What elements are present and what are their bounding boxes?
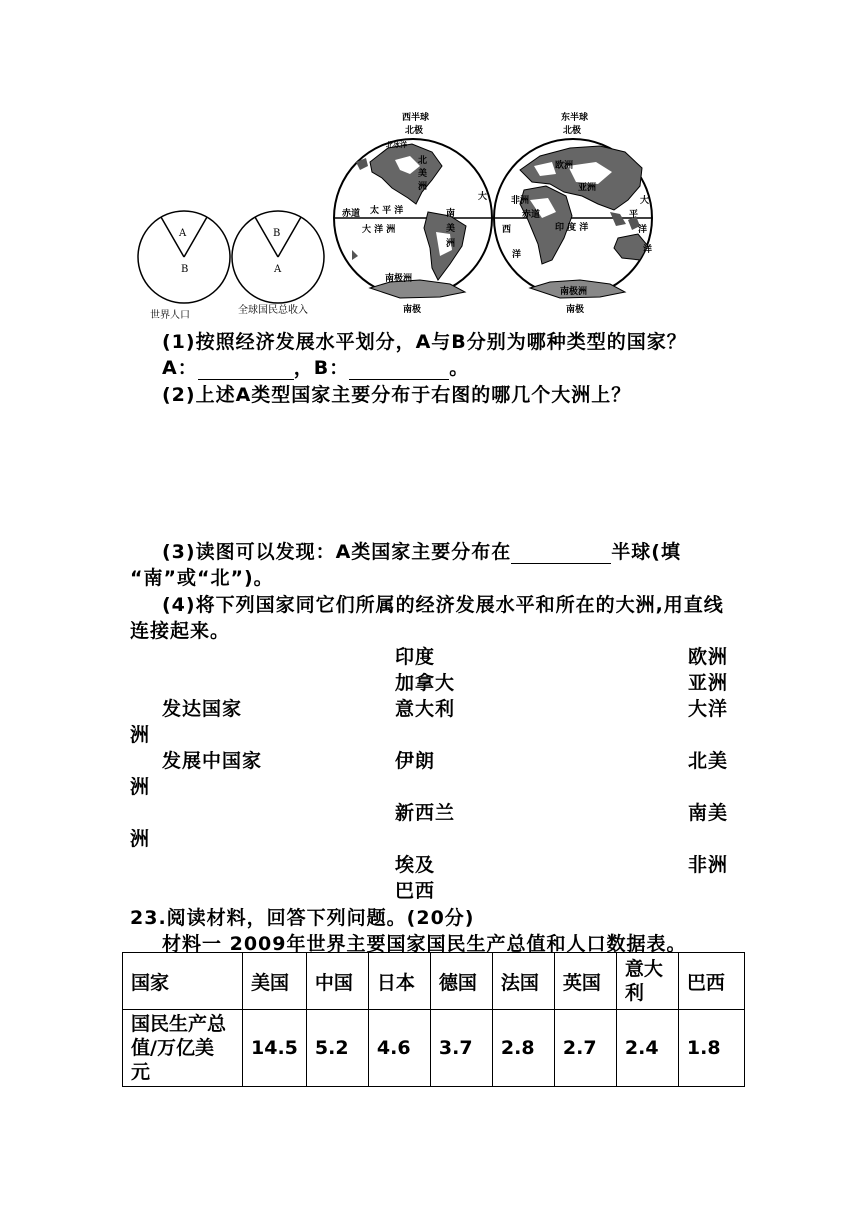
east-europe: 欧洲 <box>555 161 574 171</box>
table-header-cell: 国家 <box>123 953 243 1010</box>
pie-gni <box>232 211 324 303</box>
table-header-cell: 日本 <box>368 953 430 1010</box>
table-cell: 2.4 <box>616 1010 678 1087</box>
table-header-cell: 美国 <box>243 953 307 1010</box>
east-ocean-char: 洋 <box>512 250 522 260</box>
west-arctic: 北冰洋 <box>386 140 407 149</box>
continent-oceania-2: 洲 <box>130 724 151 746</box>
continent-south-america-2: 洲 <box>130 828 151 850</box>
q3-blank[interactable] <box>511 545 611 564</box>
question-4-line2: 连接起来。 <box>130 620 231 642</box>
pie1-caption: 世界人口 <box>150 310 190 321</box>
east-pacific-3: 洋 <box>638 225 648 235</box>
answer-b-blank[interactable] <box>349 361 449 380</box>
table-header-cell: 英国 <box>554 953 616 1010</box>
type-developed: 发达国家 <box>162 698 243 720</box>
table-cell: 4.6 <box>368 1010 430 1087</box>
table-header-row <box>123 953 745 1010</box>
question-1-answer-line <box>162 353 469 380</box>
gdp-table <box>122 952 745 1087</box>
continent-north-america-1: 北美 <box>688 750 729 772</box>
q3-pre: (3)读图可以发现：A类国家主要分布在 <box>162 541 512 563</box>
q3-post: 半球(填 <box>611 541 681 563</box>
west-pacific2: 大 洋 洲 <box>362 225 396 235</box>
pie2-label-b: A <box>274 264 282 275</box>
continent-north-america-2: 洲 <box>130 776 151 798</box>
west-north-pole: 北极 <box>405 126 424 136</box>
east-antarctica: 南极洲 <box>560 287 588 297</box>
table-cell: 14.5 <box>243 1010 307 1087</box>
table-header-cell: 意大 利 <box>616 953 678 1010</box>
table-header-cell: 巴西 <box>678 953 744 1010</box>
pie-world-population <box>138 211 230 303</box>
table-header-cell: 中国 <box>306 953 368 1010</box>
pie1-label-b: B <box>181 264 189 275</box>
type-developing: 发展中国家 <box>162 750 263 772</box>
continent-south-america-1: 南美 <box>688 802 729 824</box>
west-title: 西半球 <box>402 113 430 123</box>
table-header-cell: 法国 <box>492 953 554 1010</box>
west-equator: 赤道 <box>342 209 361 219</box>
continent-asia: 亚洲 <box>688 672 729 694</box>
east-west-char: 西 <box>502 225 512 235</box>
country-brazil: 巴西 <box>395 880 436 902</box>
east-pacific-2: 平 <box>629 210 639 220</box>
pie2-label-a: B <box>273 228 281 239</box>
question-23-title: 23.阅读材料，回答下列问题。(20分) <box>130 907 475 929</box>
table-cell: 5.2 <box>306 1010 368 1087</box>
answer-a-label: A： <box>162 357 198 379</box>
table-header-cell: 德国 <box>430 953 492 1010</box>
table-cell: 1.8 <box>678 1010 744 1087</box>
pie1-label-a: A <box>179 228 187 239</box>
question-4-line1: (4)将下列国家同它们所属的经济发展水平和所在的大洲,用直线 <box>162 594 724 616</box>
country-new-zealand: 新西兰 <box>395 802 456 824</box>
east-indian-ocean: 印 度 洋 <box>555 223 589 233</box>
east-asia: 亚洲 <box>578 183 597 193</box>
west-atlantic: 大 <box>478 192 488 202</box>
table-row-label: 国民生产总 值/万亿美 元 <box>123 1010 243 1087</box>
question-2: (2)上述A类型国家主要分布于右图的哪几个大洲上？ <box>162 384 632 406</box>
continent-europe: 欧洲 <box>688 646 729 668</box>
east-south-pole: 南极 <box>566 305 585 315</box>
table-cell: 2.7 <box>554 1010 616 1087</box>
question-1: (1)按照经济发展水平划分，A与B分别为哪种类型的国家？ <box>162 331 687 353</box>
east-equator: 赤道 <box>522 210 541 220</box>
table-cell: 3.7 <box>430 1010 492 1087</box>
west-south-america: 南 美 洲 <box>446 209 456 249</box>
country-canada: 加拿大 <box>395 672 456 694</box>
east-pacific-4: 洋 <box>643 245 653 255</box>
country-iran: 伊朗 <box>395 750 436 772</box>
west-antarctica: 南极洲 <box>385 274 413 284</box>
east-title: 东半球 <box>561 113 589 123</box>
east-africa: 非洲 <box>511 196 530 206</box>
pie2-caption: 全球国民总收入 <box>238 305 308 316</box>
answer-b-label: ，B： <box>293 357 350 379</box>
west-pacific: 太 平 洋 <box>370 206 404 216</box>
continent-oceania-1: 大洋 <box>688 698 729 720</box>
answer-end: 。 <box>449 357 470 379</box>
east-pacific-1: 大 <box>640 196 650 206</box>
question-3-line1 <box>162 537 681 564</box>
question-3-line2: “南”或“北”)。 <box>130 567 274 589</box>
continent-africa: 非洲 <box>688 854 729 876</box>
material-1: 材料一 2009年世界主要国家国民生产总值和人口数据表。 <box>162 933 687 955</box>
country-egypt: 埃及 <box>395 854 436 876</box>
east-north-pole: 北极 <box>563 126 582 136</box>
west-south-pole: 南极 <box>403 305 422 315</box>
table-row <box>123 1010 745 1087</box>
answer-a-blank[interactable] <box>198 361 294 380</box>
west-north-america: 北 美 洲 <box>418 156 428 192</box>
table-cell: 2.8 <box>492 1010 554 1087</box>
country-italy: 意大利 <box>395 698 456 720</box>
country-india: 印度 <box>395 646 436 668</box>
